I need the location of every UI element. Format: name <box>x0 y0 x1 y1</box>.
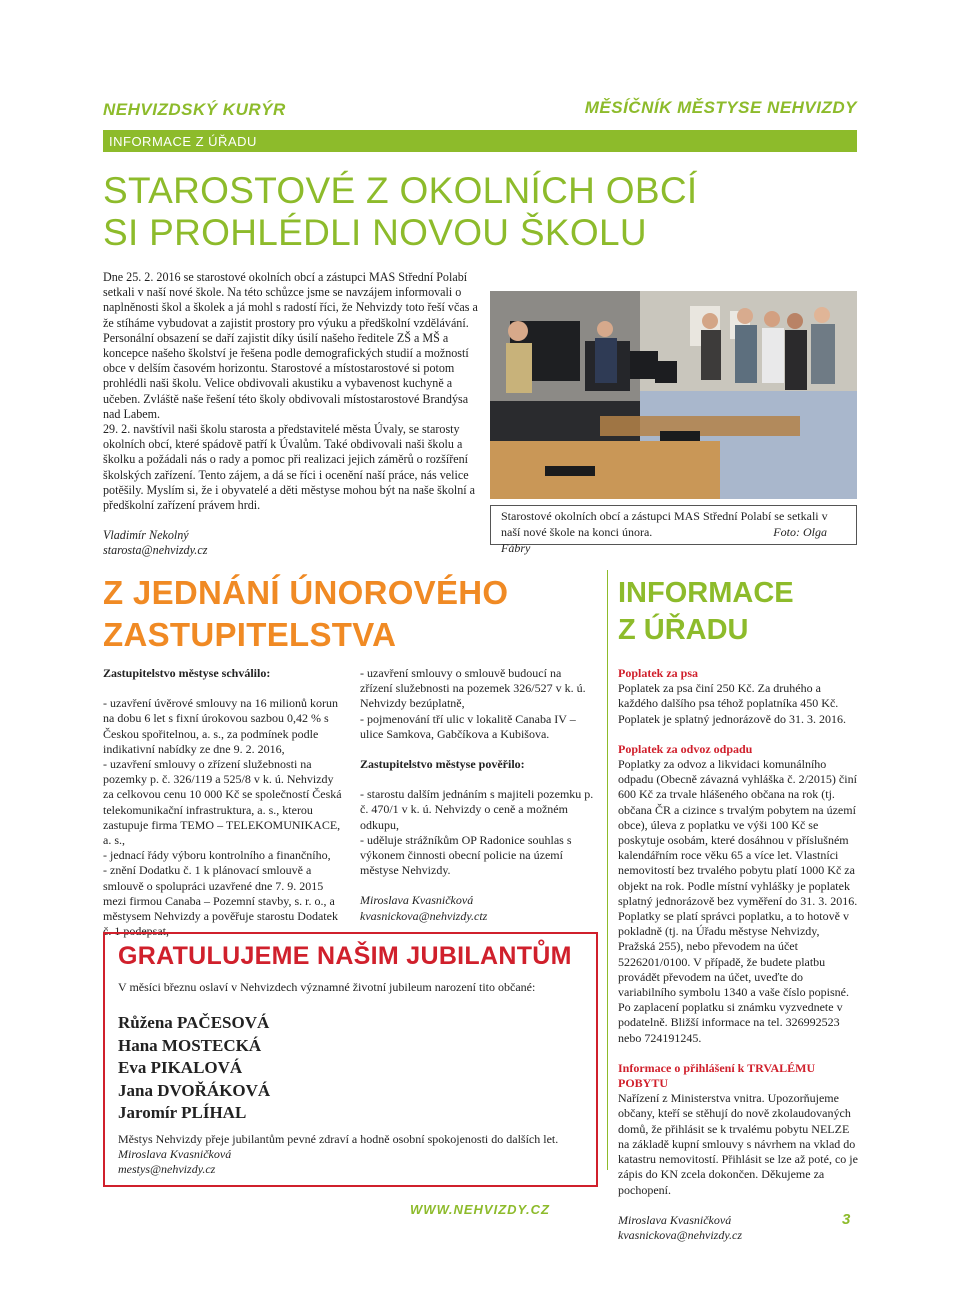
article1-paragraph2: 29. 2. navštívil naši školu starosta a představitelé města Úvaly, se starosty okolních obcí, které spádově patří k Úvalům. Také obdivovali naši školu a školku a požádali nás o rady a pomoc při realizaci jejich záměrů o rozšíření školských zařízení. Tento zájem, a dá se říci i ocenění naší práce, nás velice potěšily. Myslím si, že i obyvatelé a děti městyse mohou být na naše školní a předškolní zařízení právem hrdi. <box>103 422 476 513</box>
approved-item-loan: - uzavření úvěrové smlouvy na 16 milionů korun na dobu 6 let s fixní úrokovou sazbou 0,42 % s Českou spořitelnou, a. s., za podmínek podle indikativní nabídky ze dne 9. 2. 2016, <box>103 696 338 756</box>
jubilee-email: mestys@nehvizdy.cz <box>118 1162 216 1176</box>
article1-title <box>103 170 703 254</box>
photo-caption-text: Starostové okolních obcí a zástupci MAS Střední Polabí se setkali v naší nové škole na konci února. <box>501 509 828 539</box>
jubilee-name: Jana DVOŘÁKOVÁ <box>118 1080 271 1100</box>
approved-heading: Zastupitelstvo městyse schválilo: <box>103 666 271 680</box>
article2-column-right <box>360 666 595 924</box>
authorized-item-police: - uděluje strážníkům OP Radonice souhlas s výkonem činnosti obecní policie na území městyse Nehvizdy. <box>360 832 572 878</box>
article2-title-line2: ZASTUPITELSTVA <box>103 616 397 653</box>
article3-email: kvasnickova@nehvizdy.cz <box>618 1227 742 1242</box>
approved-item-amendment: - znění Dodatku č. 1 k plánovací smlouvě a smlouvě o spolupráci uzavřené dne 7. 9. 2015 mezi firmou Canaba – Pozemní stavby, s. r. o., a městysem Nehvizdy a pověřuje starostu Dodatek č. 1 podepsat, <box>103 863 338 939</box>
article3-title-line1: INFORMACE <box>618 577 794 609</box>
jubilee-author: Miroslava Kvasničková <box>118 1147 232 1161</box>
article3-author: Miroslava Kvasničková <box>618 1212 732 1227</box>
residence-text: Nařízení z Ministerstva vnitra. Upozorňujeme občany, kteří se stěhují do nově zkolaudovaných domů, že přihlásit se k trvalému pobytu NELZE na základě kupní smlouvy s návrhem na vklad do katastru nemovitostí. Přihlásit se lze až poté, co je zápis do KN zcela dokončen. Děkujeme za pochopení. <box>618 1091 858 1197</box>
article2-column-left <box>103 666 343 939</box>
article2-title <box>103 572 563 656</box>
waste-fee-heading: Poplatek za odvoz odpadu <box>618 741 753 756</box>
school-classroom-photo <box>490 291 857 499</box>
article2-email: kvasnickova@nehvizdy.ctz <box>360 908 488 923</box>
jubilee-name: Růžena PAČESOVÁ <box>118 1013 270 1032</box>
photo-caption <box>490 505 857 555</box>
article1-email: starosta@nehvizdy.cz <box>103 543 208 558</box>
article3-body <box>618 666 858 1243</box>
classroom-illustration <box>490 291 857 499</box>
jubilee-title: GRATULUJEME NAŠIM JUBILANTŮM <box>118 942 572 970</box>
article3-title-line2: Z ÚŘADU <box>618 614 749 646</box>
approved-item-easement: - uzavření smlouvy o zřízení služebnosti na pozemky p. č. 326/119 a 525/8 v k. ú. Nehvizdy za celkovou cenu 10 000 Kč se společností Česká telekomunikační infrastruktura, a. s., kterou zastupuje firma TEMO – TELEKOMUNIKACE, a. s., <box>103 757 342 848</box>
article1-author: Vladimír Nekolný <box>103 528 189 543</box>
article1-paragraph1: Dne 25. 2. 2016 se starostové okolních obcí a zástupci MAS Střední Polabí setkali v naší nové škole. Na této schůzce jsme se navzájem informovali o naplněnosti škol a školek a já mohl s radostí říci, že Nehvizdy toto řeší včas a že stíháme vybudovat a zajistit prostory pro výuku a předškolní vzdělávání. Personální obsazení se daří zajistit díky úsilí našeho ředitele ZŠ a MŠ a koncepce našeho školství je řešena podle demografických studií a možností obce v delším časovém horizontu. Starostové a místostarostové si potom prohlédli naši školu. Velice obdivovali akustiku a vybavenost kuchyně a učeben. Zvláště naše řešení této školy obdivovali místostarostové Brandýsa nad Labem. <box>103 270 478 421</box>
authorized-heading: Zastupitelstvo městyse pověřilo: <box>360 757 525 772</box>
approved-item-streets: - pojmenování tří ulic v lokalitě Canaba IV – ulice Samkova, Gabčíkova a Kubišova. <box>360 711 576 741</box>
dog-fee-heading: Poplatek za psa <box>618 666 699 680</box>
jubilee-name: Hana MOSTECKÁ <box>118 1035 262 1055</box>
article1-title-line1: STAROSTOVÉ Z OKOLNÍCH OBCÍ <box>103 170 698 211</box>
residence-heading: Informace o přihlášení k TRVALÉMU POBYTU <box>618 1060 816 1091</box>
footer-url: WWW.NEHVIZDY.CZ <box>410 1202 550 1217</box>
jubilee-name: Jaromír PLÍHAL <box>118 1103 247 1122</box>
publication-name: NEHVIZDSKÝ KURÝR <box>103 100 286 119</box>
article2-title-line1: Z JEDNÁNÍ ÚNOROVÉHO <box>103 574 509 611</box>
jubilee-names <box>118 1012 588 1125</box>
jubilee-outro <box>118 1132 588 1177</box>
jubilee-wish: Městys Nehvizdy přeje jubilantům pevné zdraví a hodně osobní spokojenosti do dalších let. <box>118 1132 559 1146</box>
article1-title-line2: SI PROHLÉDLI NOVOU ŠKOLU <box>103 212 647 253</box>
column-divider <box>607 570 608 1170</box>
waste-fee-text2: Poplatky se platí správci poplatku, a to hotově v pokladně (tj. na Úřadu městyse Nehvizdy, Pražská 255), nebo převodem na účet 5226201/0100. V případě, že budete platbu provádět převodem na účet, uveďte do variabilního symbolu 1340 a vaše číslo popisné. Po zaplacení poplatku si známku vyzvednete v podatelně. Bližší informace na tel. 326992523 nebo 724191245. <box>618 909 849 1045</box>
article1-body <box>103 270 478 559</box>
article2-author: Miroslava Kvasničková <box>360 893 474 908</box>
jubilee-intro: V měsíci březnu oslaví v Nehvizdech významné životní jubileum narození tito občané: <box>118 980 536 994</box>
photo-credit: Foto: Olga Fábry <box>501 525 827 555</box>
approved-item-rules: - jednací řády výboru kontrolního a finančního, <box>103 848 331 863</box>
section-bar: INFORMACE Z ÚŘADU <box>103 130 857 152</box>
waste-fee-text1: Poplatky za odvoz a likvidaci komunálního odpadu (Obecně závazná vyhláška č. 2/2015) činí 600 Kč za trvale hlášeného občana na rok (tj. občana ČR a cizince s trvalým pobytem na území obce), úleva z poplatku ve výši 100 Kč se poskytuje osobám, které dosáhnou v příslušném kalendářním roce věku 65 a více let. Vlastníci nemovitostí bez trvalého pobytu platí 1000 Kč za objekt na rok. Podle místní vyhlášky je poplatek splatný jednorázově bez vyměření do 31. 3. 2016. <box>618 757 858 908</box>
page-number: 3 <box>842 1211 851 1228</box>
approved-item-future-easement: - uzavření smlouvy o smlouvě budoucí na zřízení služebnosti na pozemek 326/527 v k. ú. Nehvizdy bezúplatně, <box>360 666 586 711</box>
article3-title <box>618 575 858 649</box>
dog-fee-text: Poplatek za psa činí 250 Kč. Za druhého a každého dalšího psa téhož poplatníka 450 Kč. Poplatek je splatný jednorázově do 31. 3. 2016. <box>618 681 846 726</box>
authorized-item-land: - starostu dalším jednáním s majiteli pozemku p. č. 470/1 v k. ú. Nehvizdy o ceně a možném odkupu, <box>360 787 594 832</box>
publication-subtitle: MĚSÍČNÍK MĚSTYSE NEHVIZDY <box>584 98 857 117</box>
jubilee-name: Eva PIKALOVÁ <box>118 1058 243 1077</box>
